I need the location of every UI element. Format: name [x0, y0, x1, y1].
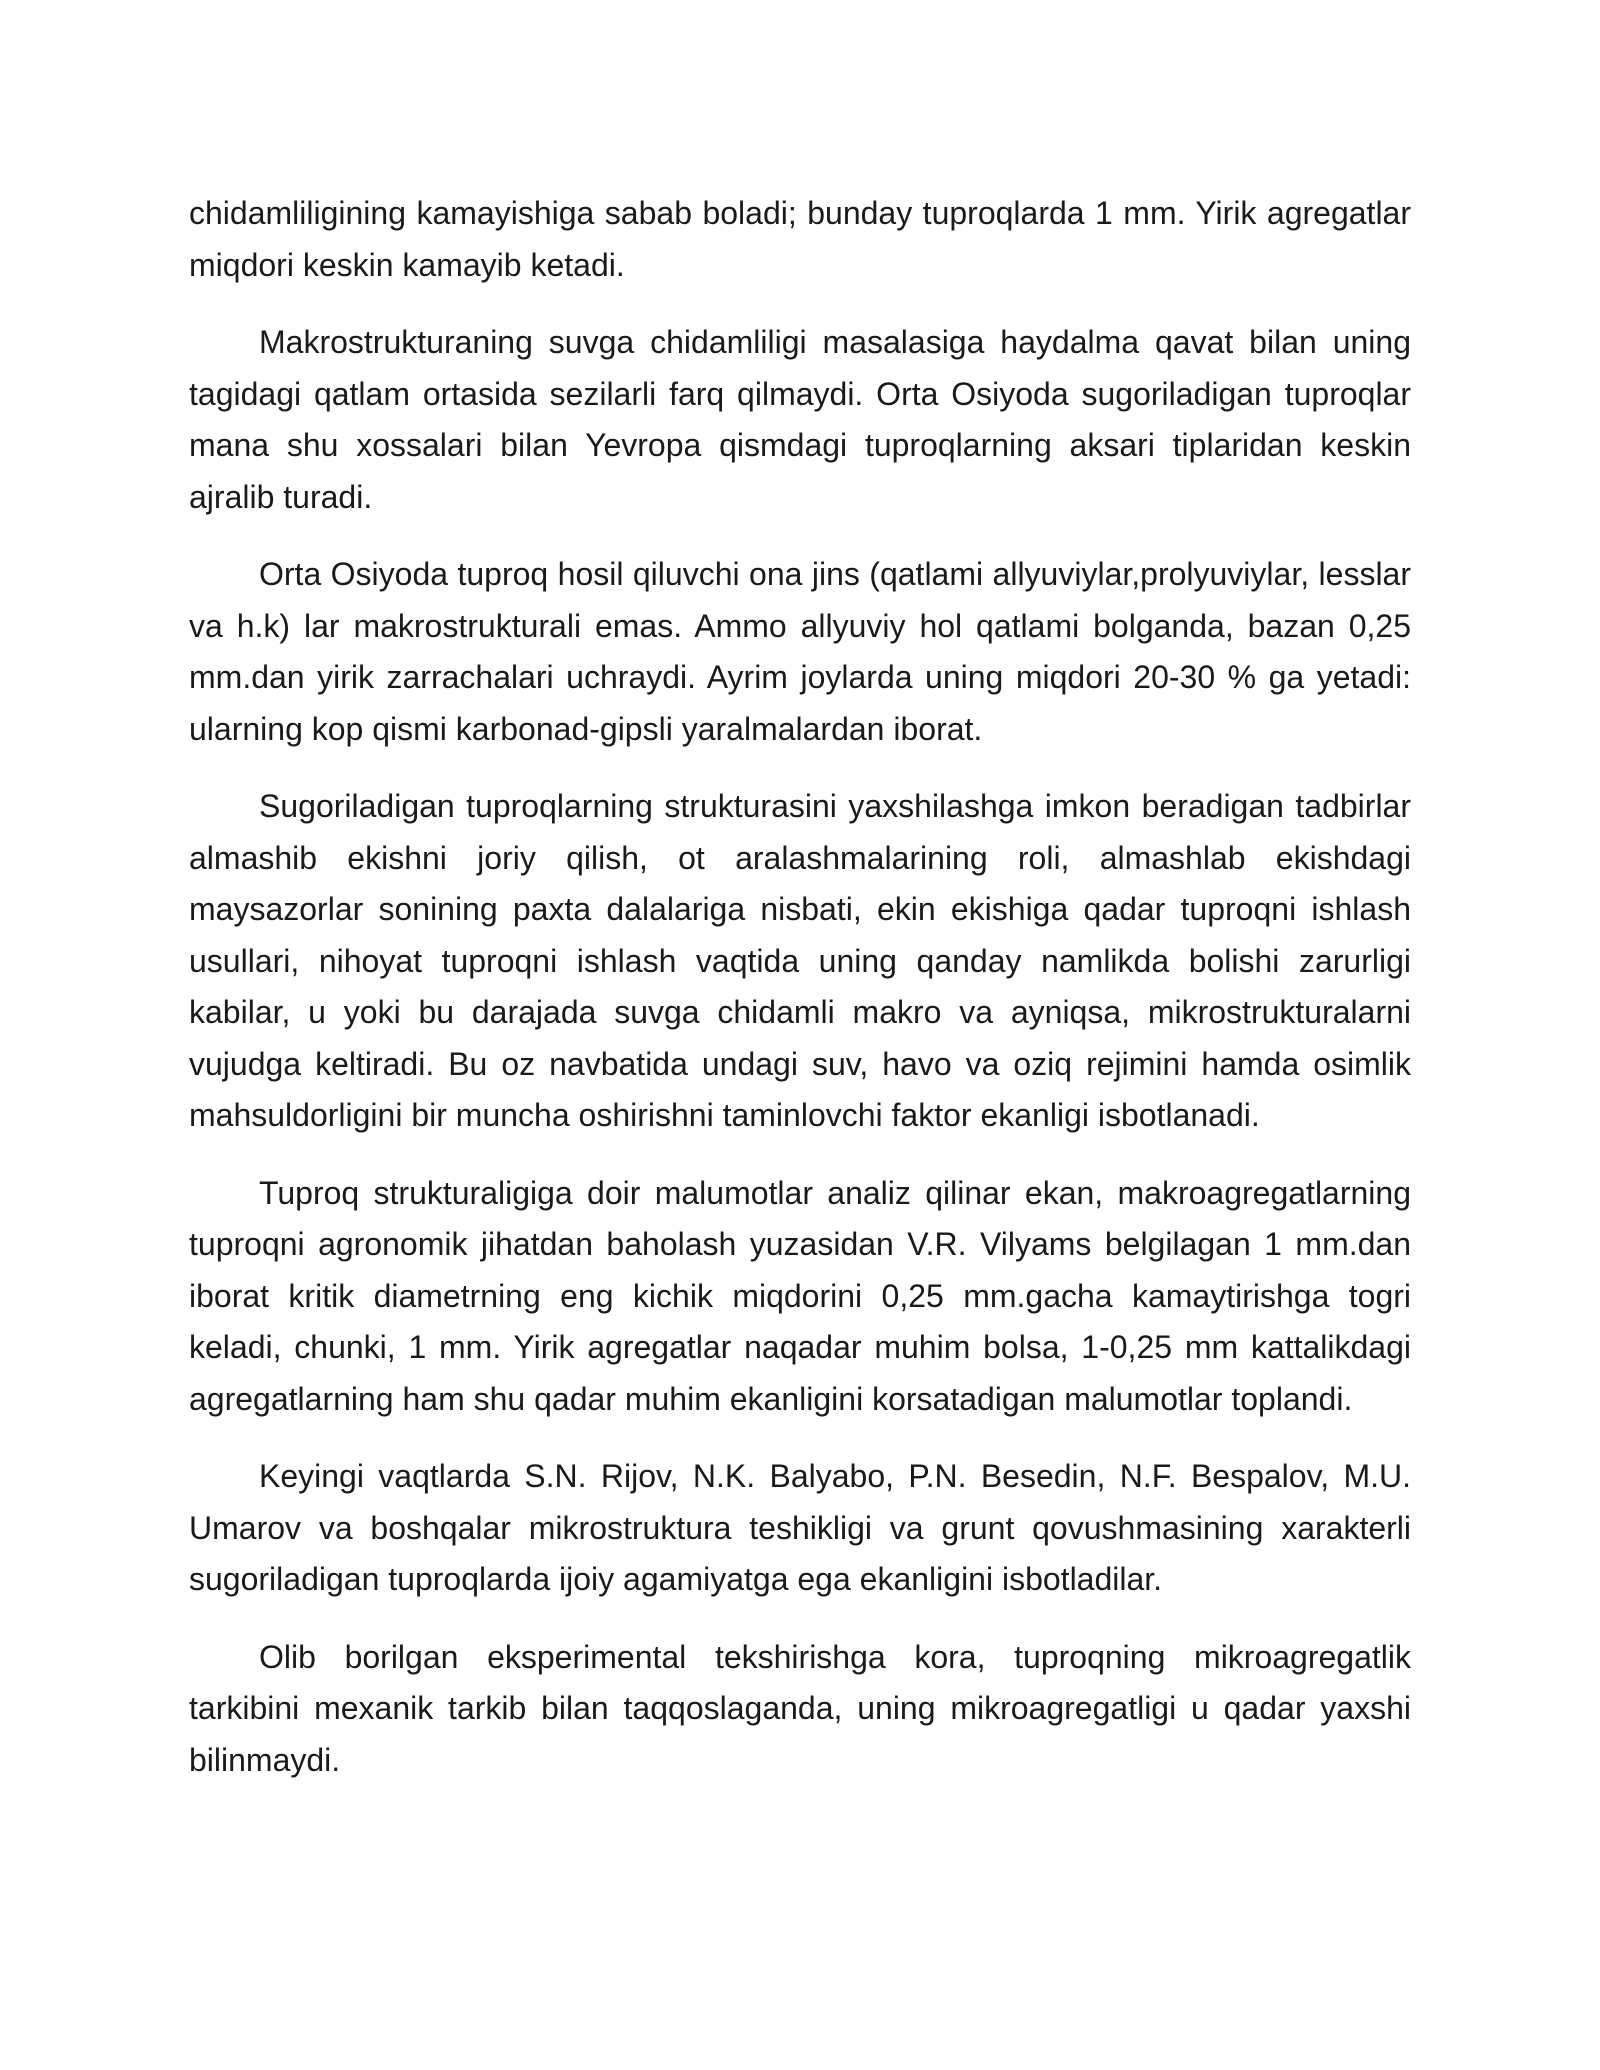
paragraph-7: Olib borilgan eksperimental tekshirishga kora, tuproqning mikroagregatlik tarkibini mexanik tarkib bilan taqqoslaganda, uning mikroagregatligi u qadar yaxshi bilinmaydi.	[189, 1638, 1411, 1778]
paragraph-1: chidamliligining kamayishiga sabab boladi; bunday tuproqlarda 1 mm. Yirik agregatlar miqdori keskin kamayib ketadi.	[189, 195, 1411, 283]
document-body	[189, 188, 1411, 1812]
paragraph-5: Tuproq strukturaligiga doir malumotlar analiz qilinar ekan, makroagregatlarning tuproqni agronomik jihatdan baholash yuzasidan V.R. Vilyams belgilagan 1 mm.dan iborat kritik diametrning eng kichik miqdorini 0,25 mm.gacha kamaytirishga togri keladi, chunki, 1 mm. Yirik agregatlar naqadar muhim bolsa, 1-0,25 mm kattalikdagi agregatlarning ham shu qadar muhim ekanligini korsatadigan malumotlar toplandi.	[189, 1174, 1411, 1417]
paragraph-3: Orta Osiyoda tuproq hosil qiluvchi ona jins (qatlami allyuviylar,prolyuviylar, lesslar va h.k) lar makrostrukturali emas. Ammo allyuviy hol qatlami bolganda, bazan 0,25 mm.dan yirik zarrachalari uchraydi. Ayrim joylarda uning miqdori 20-30 % ga yetadi: ularning kop qismi karbonad-gipsli yaralmalardan iborat.	[189, 556, 1411, 747]
paragraph-6: Keyingi vaqtlarda S.N. Rijov, N.K. Balyabo, P.N. Besedin, N.F. Bespalov, M.U. Umarov va boshqalar mikrostruktura teshikligi va grunt qovushmasining xarakterli sugoriladigan tuproqlarda ijoiy agamiyatga ega ekanligini isbotladilar.	[189, 1458, 1411, 1597]
paragraph-2: Makrostrukturaning suvga chidamliligi masalasiga haydalma qavat bilan uning tagidagi qatlam ortasida sezilarli farq qilmaydi. Orta Osiyoda sugoriladigan tuproqlar mana shu xossalari bilan Yevropa qismdagi tuproqlarning aksari tiplaridan keskin ajralib turadi.	[189, 324, 1411, 515]
paragraph-4: Sugoriladigan tuproqlarning strukturasini yaxshilashga imkon beradigan tadbirlar almashib ekishni joriy qilish, ot aralashmalarining roli, almashlab ekishdagi maysazorlar sonining paxta dalalariga nisbati, ekin ekishiga qadar tuproqni ishlash usullari, nihoyat tuproqni ishlash vaqtida uning qanday namlikda bolishi zarurligi kabilar, u yoki bu darajada suvga chidamli makro va ayniqsa, mikrostrukturalarni vujudga keltiradi. Bu oz navbatida undagi suv, havo va oziq rejimini hamda osimlik mahsuldorligini bir muncha oshirishni taminlovchi faktor ekanligi isbotlanadi.	[189, 788, 1411, 1133]
